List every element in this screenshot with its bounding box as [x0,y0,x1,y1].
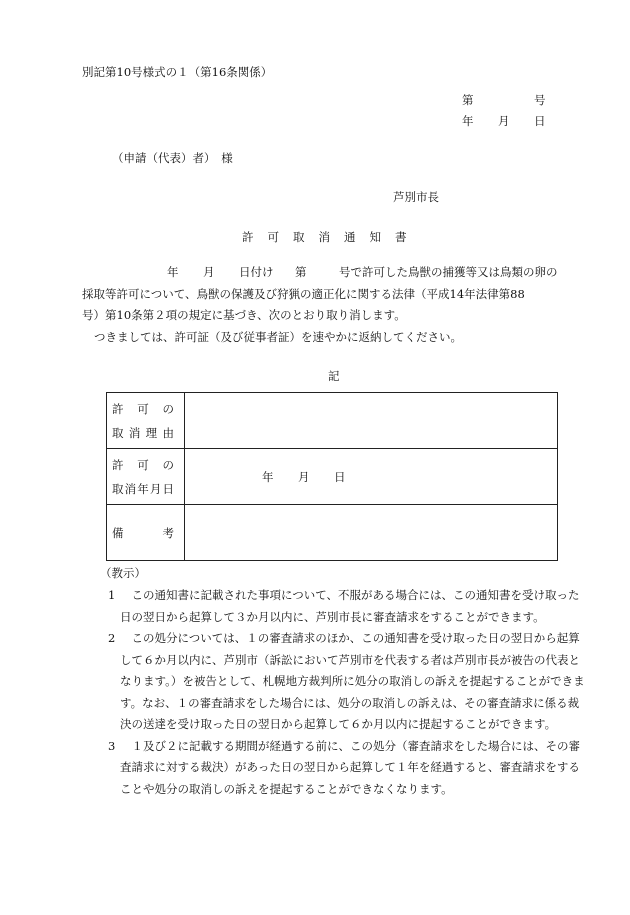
ki-heading: 記 [328,369,340,383]
document-date [462,113,546,129]
label-cell [107,449,185,505]
body-dated: 日付け [239,265,274,279]
date-year: 年 [462,114,474,128]
item-number: 2 [108,631,116,645]
item-text: １及び２に記載する期間が経過する前に、この処分（審査請求をした場合には、その審査請求に対する裁決）があった日の翌日から起算して１年を経過すると、審査請求をすることや処分の取消しの訴えを提起することができなくなります。 [120,738,580,796]
body-rest: 号で許可した鳥獣の捕獲等又は鳥類の卵の [339,265,558,279]
number-go: 号 [534,93,546,107]
row2-month: 月 [298,469,310,484]
table-row [107,449,558,505]
list-item [108,628,588,736]
title-char: 取 [293,230,306,244]
table-row [107,393,558,449]
number-dai: 第 [462,93,474,107]
item-number: 1 [108,588,116,602]
label-cell [107,393,185,449]
issuer: 芦別市長 [393,190,439,204]
instructions-heading: （教示） [100,566,146,580]
revocation-reason-cell [185,393,558,449]
row2-label-b: 取消年月日 [112,481,174,496]
row2-year: 年 [262,469,274,484]
document-title [242,229,408,245]
title-char: 知 [369,230,382,244]
item-text: この処分については、１の審査請求のほか、この通知書を受け取った日の翌日から起算して６か月以内に、芦別市（訴訟において芦別市を代表する者は芦別市長が被告の代表となります。）を被告として、札幌地方裁判所に処分の取消しの訴えを提起することができます。なお、１の審査請求をした場合には、処分の取消しの訴えは、その審査請求に係る裁決の送達を受け取った日の翌日から起算して６か月以内に提起することができます。 [120,631,585,731]
body-line-2: 採取等許可について、鳥獣の保護及び狩猟の適正化に関する法律（平成14年法律第88 [82,286,525,301]
remarks-cell [185,505,558,561]
addressee: （申請（代表）者） 様 [112,151,233,165]
row3-label: 備 考 [112,525,174,540]
body-line-1 [82,262,582,284]
body-year: 年 [167,265,179,279]
item-number: 3 [108,738,116,753]
document-number [462,92,546,108]
revocation-date-cell [185,449,558,505]
title-char: 可 [267,230,280,244]
date-day: 日 [534,114,546,128]
row2-day: 日 [334,469,346,484]
title-char: 通 [344,230,357,244]
label-cell [107,505,185,561]
table-row [107,505,558,561]
row2-label-a: 許 可 の [112,457,174,472]
list-item [108,736,588,801]
body-dai: 第 [295,265,307,279]
row1-label-b: 取消理由 [112,425,174,440]
list-item [108,585,588,628]
notice-body [82,262,582,348]
body-month: 月 [203,265,215,279]
title-char: 消 [318,230,331,244]
row1-label-a: 許 可 の [112,401,174,416]
item-text: この通知書に記載された事項について、不服がある場合には、この通知書を受け取った日の翌日から起算して３か月以内に、芦別市長に審査請求をすることができます。 [120,588,580,624]
record-table [106,392,558,561]
title-char: 書 [395,230,408,244]
date-month: 月 [498,114,510,128]
form-id: 別記第10号様式の１（第16条関係） [82,65,273,79]
title-char: 許 [242,230,255,244]
body-line-4: つきましては、許可証（及び従事者証）を速やかに返納してください。 [94,329,462,344]
body-line-3: 号）第10条第２項の規定に基づき、次のとおり取り消します。 [82,308,406,322]
instructions-list [108,585,588,800]
